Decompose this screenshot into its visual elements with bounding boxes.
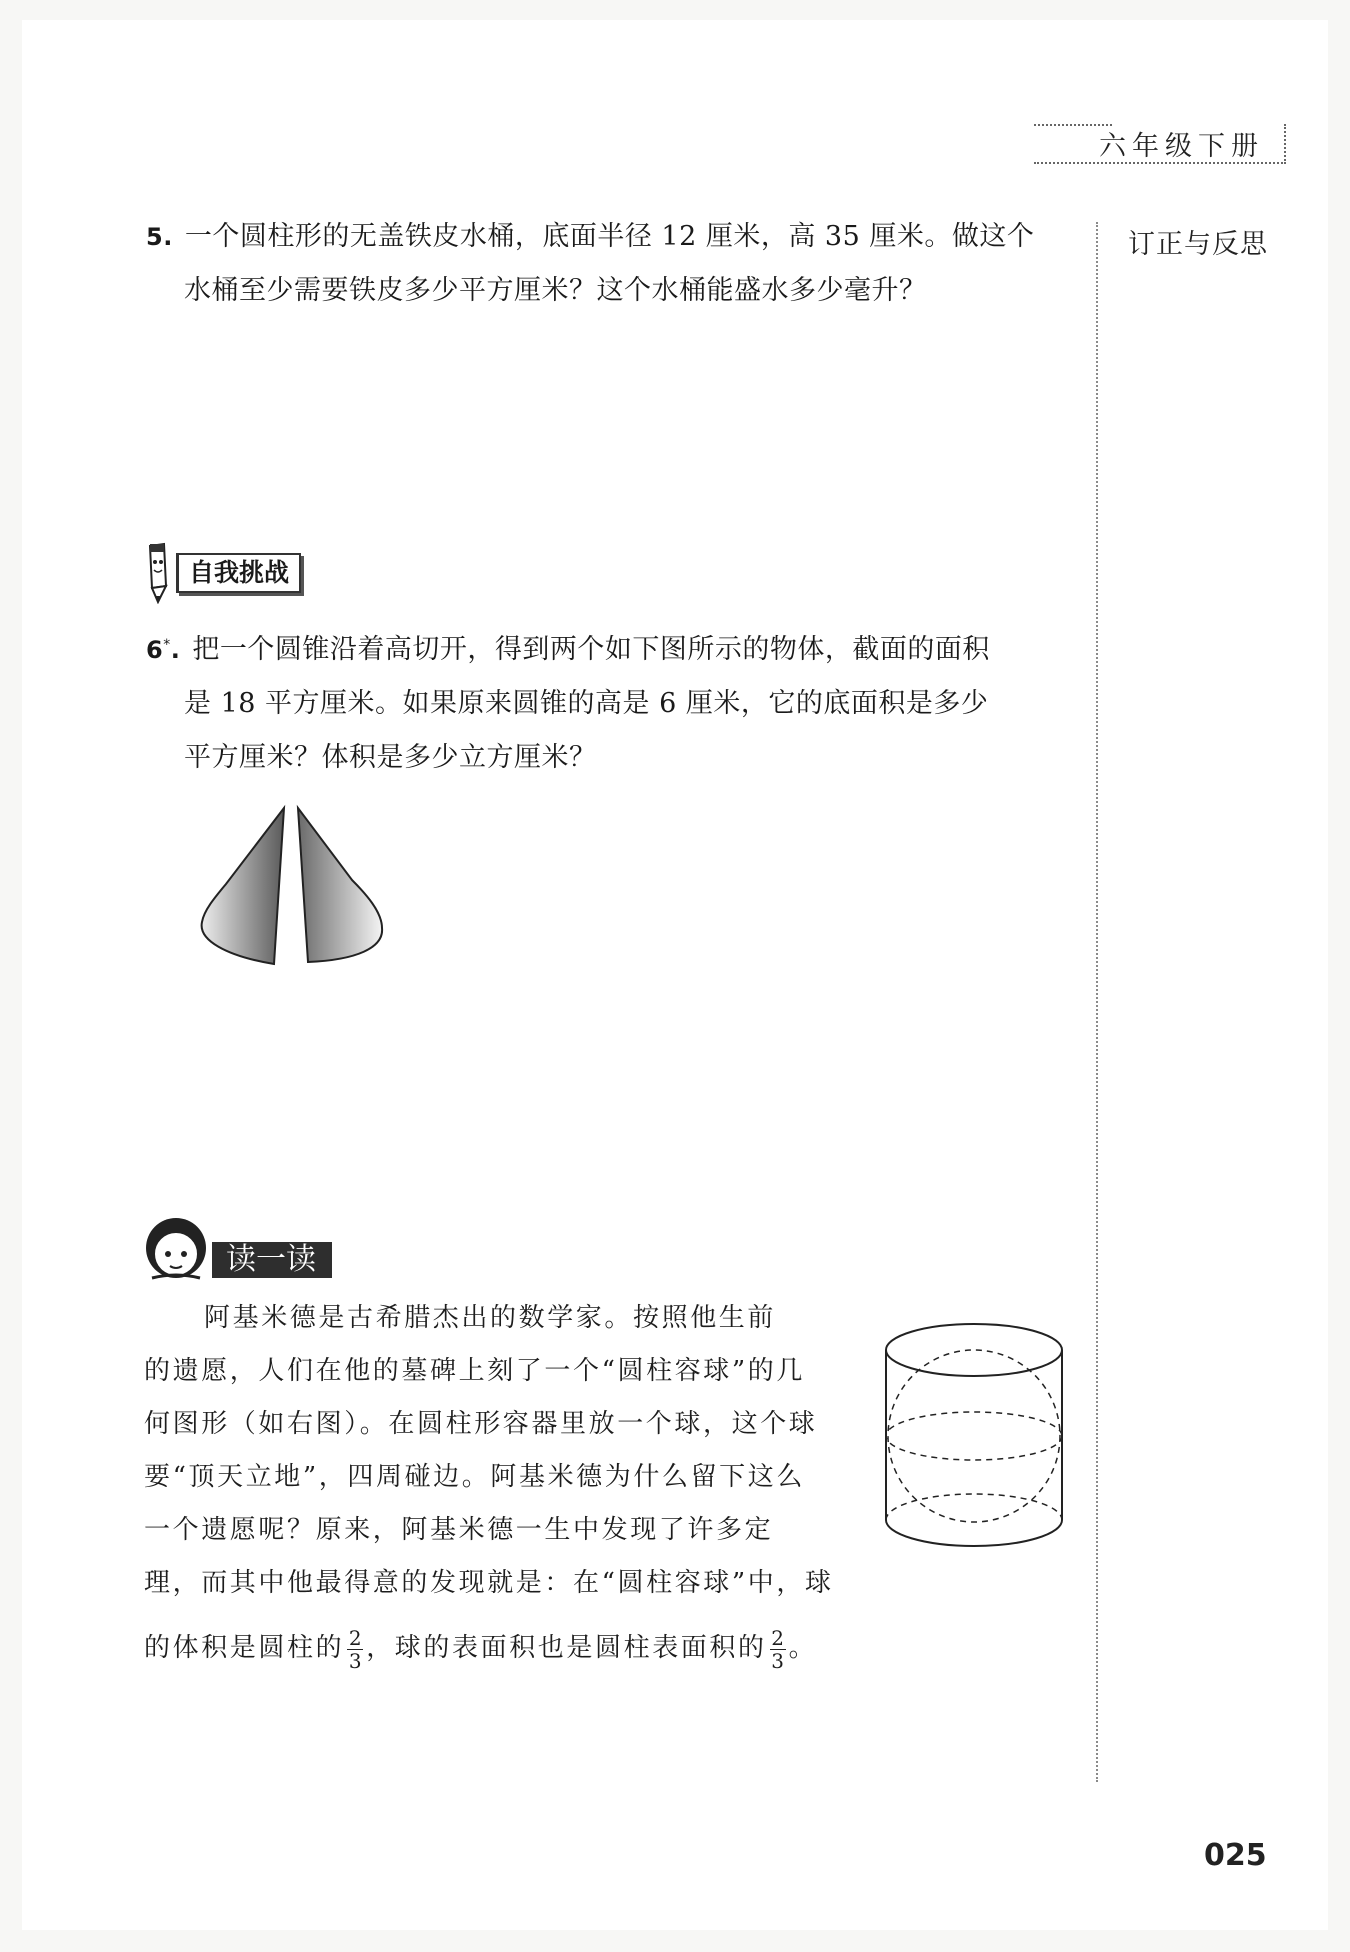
question-5-line-2: 水桶至少需要铁皮多少平方厘米？这个水桶能盛水多少毫升？	[184, 275, 927, 306]
reading-line-7-part-3: 。	[788, 1633, 818, 1663]
reading-line-1: 阿基米德是古希腊杰出的数学家。按照他生前	[204, 1303, 777, 1333]
question-5-line-1: 一个圆柱形的无盖铁皮水桶，底面半径 12 厘米，高 35 厘米。做这个	[184, 221, 1035, 252]
fraction-numerator: 2	[348, 1625, 362, 1650]
girl-mascot-icon	[142, 1212, 210, 1284]
margin-divider	[1096, 222, 1098, 1782]
cylinder-bottom-back	[886, 1494, 1062, 1520]
question-6-marker: *	[163, 637, 171, 653]
fraction-two-thirds	[770, 1627, 786, 1672]
reading-line-5: 一个遗愿呢？原来，阿基米德一生中发现了许多定	[144, 1515, 774, 1545]
reading-line-7	[144, 1616, 834, 1680]
right-half-cone	[298, 808, 382, 962]
page-number: 025	[1204, 1838, 1267, 1873]
reading-line-7-part-1: 的体积是圆柱的	[144, 1633, 345, 1663]
fraction-numerator: 2	[771, 1625, 784, 1650]
reading-line-6: 理，而其中他最得意的发现就是：在“圆柱容球”中，球	[144, 1568, 834, 1598]
question-6	[146, 618, 1066, 785]
read-label: 读一读	[212, 1242, 332, 1278]
reading-line-2: 的遗愿，人们在他的墓碑上刻了一个“圆柱容球”的几	[144, 1356, 805, 1386]
fraction-denominator: 3	[771, 1648, 784, 1673]
question-6-line-1: 把一个圆锥沿着高切开，得到两个如下图所示的物体，截面的面积	[192, 634, 990, 665]
reading-passage	[144, 1292, 834, 1680]
reading-line-3: 何图形（如右图）。在圆柱形容器里放一个球，这个球	[144, 1409, 818, 1439]
question-6-line-3: 平方厘米？体积是多少立方厘米？	[184, 742, 597, 773]
left-half-cone	[202, 808, 284, 964]
question-6-dot: .	[170, 636, 181, 664]
read-badge	[142, 1212, 332, 1284]
challenge-badge	[144, 542, 301, 604]
cylinder-top-ellipse	[886, 1324, 1062, 1376]
question-6-number-text: 6	[146, 636, 164, 664]
question-6-number	[146, 636, 180, 664]
reading-line-7-part-2: ，球的表面积也是圆柱表面积的	[366, 1633, 767, 1663]
challenge-label: 自我挑战	[176, 553, 301, 593]
question-6-line-2: 是 18 平方厘米。如果原来圆锥的高是 6 厘米，它的底面积是多少	[184, 688, 989, 719]
pencil-mascot-icon	[144, 542, 170, 604]
question-5	[146, 210, 1066, 318]
margin-title: 订正与反思	[1128, 229, 1268, 260]
fraction-denominator: 3	[348, 1648, 362, 1673]
cylinder-bottom-front	[886, 1520, 1062, 1546]
grade-label: 六年级下册	[1034, 124, 1286, 164]
sphere-equator	[886, 1412, 1062, 1460]
question-5-number: 5.	[146, 223, 173, 251]
half-cones-figure	[196, 800, 396, 970]
cylinder-sphere-figure	[882, 1320, 1066, 1552]
reading-line-4: 要“顶天立地”，四周碰边。阿基米德为什么留下这么	[144, 1462, 805, 1492]
fraction-two-thirds	[347, 1627, 363, 1672]
